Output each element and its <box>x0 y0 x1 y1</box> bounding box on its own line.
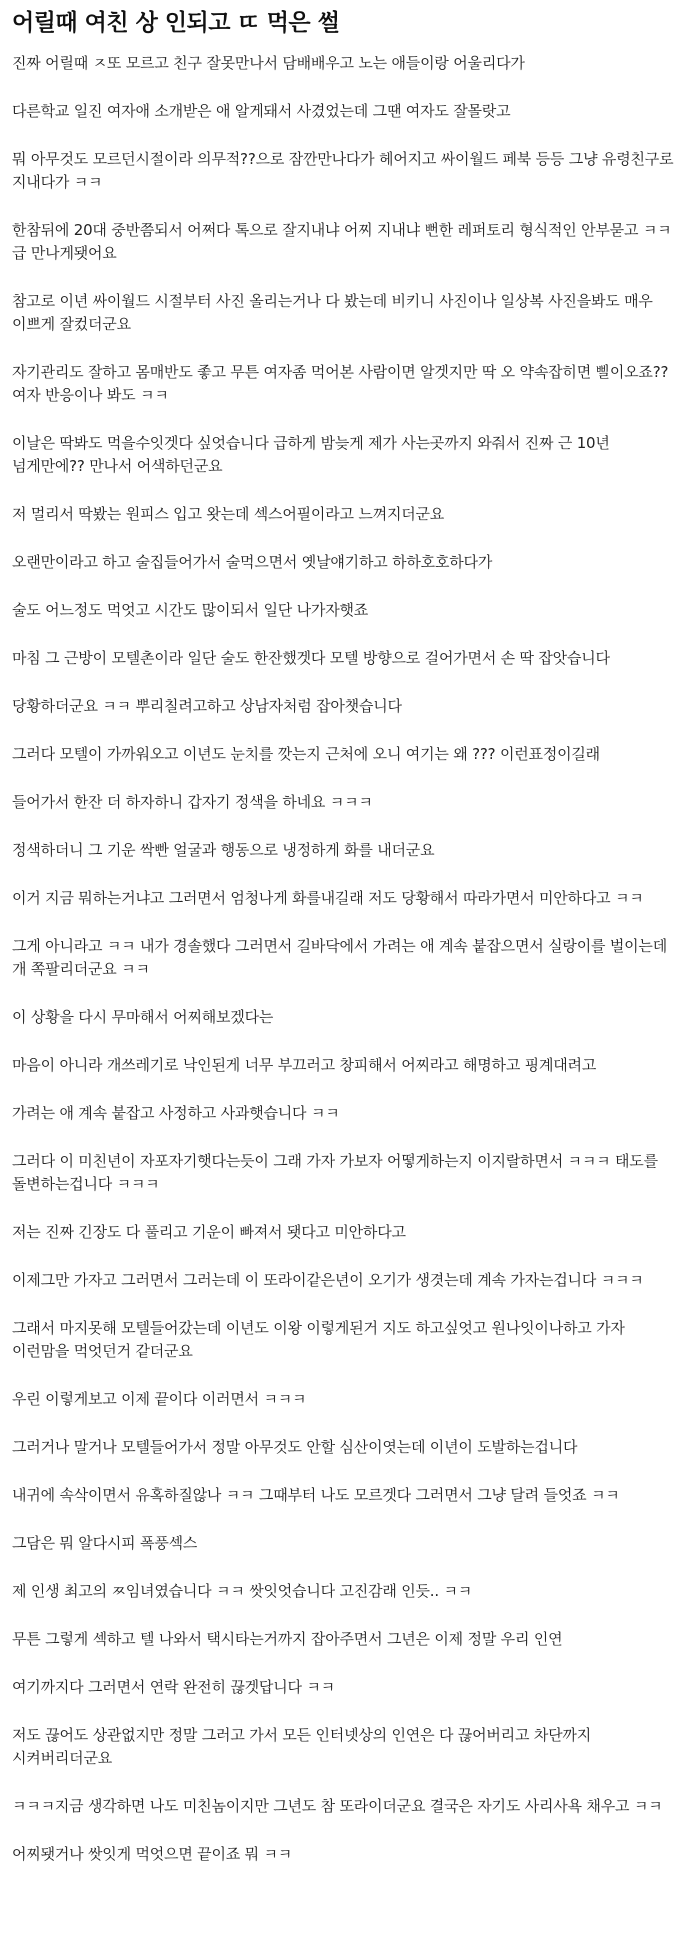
post-paragraph: 들어가서 한잔 더 하자하니 갑자기 정색을 하네요 ㅋㅋㅋ <box>12 793 373 811</box>
post-paragraph: 진짜 어릴때 ㅈ또 모르고 친구 잘못만나서 담배배우고 노는 애들이랑 어울리다가 <box>12 54 525 72</box>
post-paragraph: 술도 어느정도 먹엇고 시간도 많이되서 일단 나가자햇죠 <box>12 601 369 619</box>
post-paragraph: 오랜만이라고 하고 술집들어가서 술먹으면서 옛날얘기하고 하하호호하다가 <box>12 553 493 571</box>
post-body <box>12 52 688 1866</box>
post-paragraph: 그게 아니라고 ㅋㅋ 내가 경솔했다 그러면서 길바닥에서 가려는 애 계속 붙잡으면서 실랑이를 벌이는데 개 쪽팔리더군요 ㅋㅋ <box>12 937 668 978</box>
post-paragraph: 다른학교 일진 여자애 소개받은 애 알게돼서 사겼었는데 그땐 여자도 잘몰랏고 <box>12 102 511 120</box>
post-paragraph: 마음이 아니라 개쓰레기로 낙인된게 너무 부끄러고 창피해서 어찌라고 해명하고 핑계대려고 <box>12 1056 597 1074</box>
post-paragraph: 참고로 이년 싸이월드 시절부터 사진 올리는거나 다 봤는데 비키니 사진이나 일상복 사진을봐도 매우 이쁘게 잘컸더군요 <box>12 292 653 333</box>
post-paragraph: 이날은 딱봐도 먹을수잇겟다 싶엇습니다 급하게 밤늦게 제가 사는곳까지 와줘서 진짜 근 10년 넘게만에?? 만나서 어색하던군요 <box>12 434 610 475</box>
post-paragraph: 어찌됏거나 쌋잇게 먹엇으면 끝이죠 뭐 ㅋㅋ <box>12 1845 293 1863</box>
post-paragraph: 저 멀리서 딱봤는 원피스 입고 왓는데 섹스어필이라고 느껴지더군요 <box>12 505 445 523</box>
post-paragraph: 내귀에 속삭이면서 유혹하질않나 ㅋㅋ 그때부터 나도 모르겟다 그러면서 그냥 달려 들엇죠 ㅋㅋ <box>12 1486 620 1504</box>
post-paragraph: 마침 그 근방이 모텔촌이라 일단 술도 한잔했겟다 모텔 방향으로 걸어가면서 손 딱 잡앗습니다 <box>12 649 610 667</box>
post-paragraph: 여기까지다 그러면서 연락 완전히 끊겟답니다 ㅋㅋ <box>12 1678 335 1696</box>
post-paragraph: 정색하더니 그 기운 싹빤 얼굴과 행동으로 냉정하게 화를 내더군요 <box>12 841 435 859</box>
post-paragraph: 이 상황을 다시 무마해서 어찌해보겠다는 <box>12 1008 274 1026</box>
post-paragraph: 그래서 마지못해 모텔들어갔는데 이년도 이왕 이렇게된거 지도 하고싶엇고 원나잇이나하고 가자 이런맘을 먹엇던거 같더군요 <box>12 1319 625 1360</box>
post-paragraph: 저는 진짜 긴장도 다 풀리고 기운이 빠져서 됏다고 미안하다고 <box>12 1223 406 1241</box>
post-paragraph: 그러다 이 미친년이 자포자기햇다는듯이 그래 가자 가보자 어떻게하는지 이지랄하면서 ㅋㅋㅋ 태도를 돌변하는겁니다 ㅋㅋㅋ <box>12 1152 658 1193</box>
post-paragraph: 우린 이렇게보고 이제 끝이다 이러면서 ㅋㅋㅋ <box>12 1390 307 1408</box>
post-paragraph: 무튼 그렇게 섹하고 텔 나와서 택시타는거까지 잡아주면서 그년은 이제 정말 우리 인연 <box>12 1630 563 1648</box>
post-paragraph: 자기관리도 잘하고 몸매반도 좋고 무튼 여자좀 먹어본 사람이면 알겟지만 딱 오 약속잡히면 삘이오죠?? 여자 반응이나 봐도 ㅋㅋ <box>12 363 669 404</box>
post-paragraph: 그담은 뭐 알다시피 폭풍섹스 <box>12 1534 198 1552</box>
post-paragraph: 뭐 아무것도 모르던시절이라 의무적??으로 잠깐만나다가 헤어지고 싸이월드 페북 등등 그냥 유령친구로 지내다가 ㅋㅋ <box>12 150 674 191</box>
post-paragraph: ㅋㅋㅋ지금 생각하면 나도 미친놈이지만 그년도 참 또라이더군요 결국은 자기도 사리사욕 채우고 ㅋㅋ <box>12 1797 663 1815</box>
post-paragraph: 가려는 애 계속 붙잡고 사정하고 사과햇습니다 ㅋㅋ <box>12 1104 340 1122</box>
post-title: 어릴때 여친 상 인되고 ㄸ 먹은 썰 <box>12 10 340 36</box>
post-paragraph: 이거 지금 뭐하는거냐고 그러면서 엄청나게 화를내길래 저도 당황해서 따라가면서 미안하다고 ㅋㅋ <box>12 889 644 907</box>
post-paragraph: 당황하더군요 ㅋㅋ 뿌리칠려고하고 상남자처럼 잡아챗습니다 <box>12 697 402 715</box>
post-paragraph: 한참뒤에 20대 중반쯤되서 어쩌다 톡으로 잘지내냐 어찌 지내냐 뻔한 레퍼토리 형식적인 안부묻고 ㅋㅋ 급 만나게됏어요 <box>12 221 672 262</box>
post-paragraph: 저도 끊어도 상관없지만 정말 그러고 가서 모든 인터넷상의 인연은 다 끊어버리고 차단까지 시켜버리더군요 <box>12 1726 591 1767</box>
post-paragraph: 그러다 모텔이 가까워오고 이년도 눈치를 깟는지 근처에 오니 여기는 왜 ??? 이런표정이길래 <box>12 745 600 763</box>
post-paragraph: 이제그만 가자고 그러면서 그러는데 이 또라이같은년이 오기가 생겻는데 계속 가자는겁니다 ㅋㅋㅋ <box>12 1271 644 1289</box>
post-paragraph: 제 인생 최고의 ㅉ임녀였습니다 ㅋㅋ 쌋잇엇습니다 고진감래 인듯.. ㅋㅋ <box>12 1582 473 1600</box>
post-paragraph: 그러거나 말거나 모텔들어가서 정말 아무것도 안할 심산이엿는데 이년이 도발하는겁니다 <box>12 1438 578 1456</box>
